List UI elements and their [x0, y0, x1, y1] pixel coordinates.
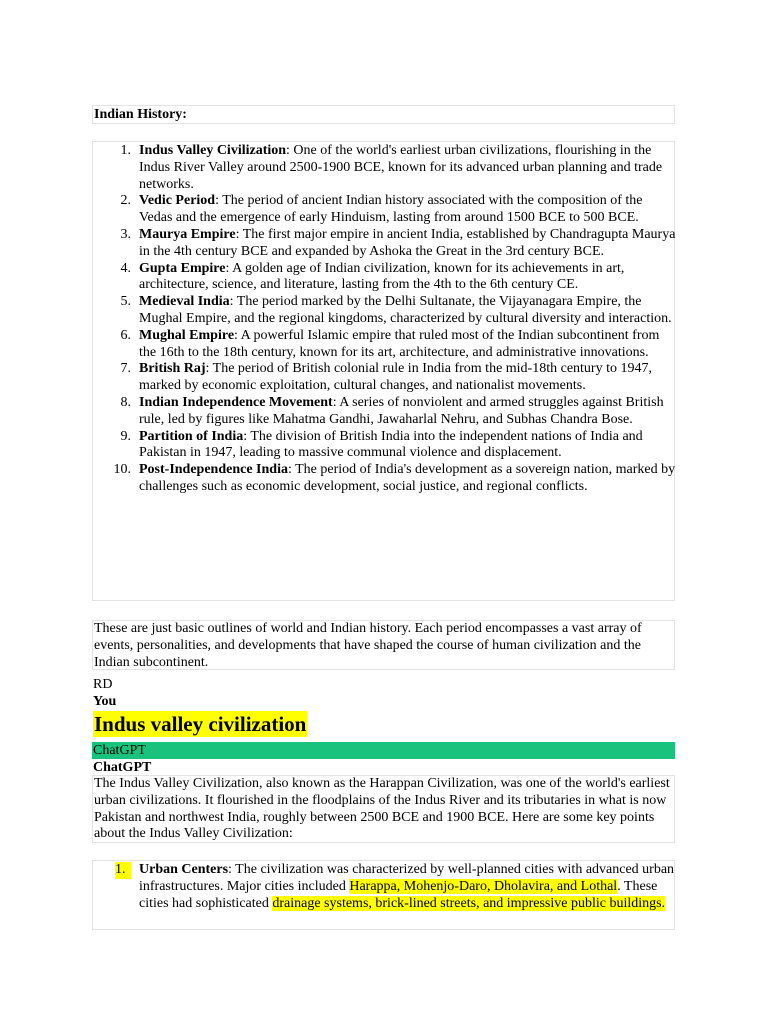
chatgpt-bar: [92, 742, 675, 759]
list-text: : The period of British colonial rule in India from the mid-18th century to 1947, marked by economic exploitation, cultural changes, and nationalist movements.: [139, 361, 652, 394]
list-term: Indus Valley Civilization: [139, 143, 287, 158]
list-text: : A golden age of Indian civilization, known for its achievements in art, architecture, science, and literature, lasting from the 4th to the 6th century CE.: [139, 260, 625, 293]
list-text: : The period marked by the Delhi Sultanate, the Vijayanagara Empire, the Mughal Empire, and the regional kingdoms, characterized by cultural diversity and interaction.: [139, 294, 672, 326]
list-item: [93, 328, 676, 362]
heading-box: [92, 105, 675, 124]
highlighted-text: drainage systems, brick-lined streets, and impressive public buildings.: [272, 895, 666, 911]
list-text: : One of the world's earliest urban civilizations, flourishing in the Indus River Valley around 2500-1900 BCE, known for its advanced urban planning and trade networks.: [139, 143, 663, 192]
list-number: 5.: [120, 294, 131, 310]
ivc-list: [93, 862, 676, 912]
list-number: 1.: [120, 143, 131, 158]
list-number: 4.: [120, 260, 131, 276]
chatgpt-bar-label: ChatGPT: [93, 743, 146, 758]
list-number: 1.: [115, 862, 131, 879]
history-list-box: [92, 141, 675, 601]
list-item: [93, 395, 676, 429]
list-item: [93, 261, 676, 295]
list-text: : The period of India's development as a sovereign nation, marked by challenges such as economic development, social justice, and regional conflicts.: [139, 462, 676, 494]
list-number: 9.: [120, 428, 131, 444]
list-item: [93, 462, 676, 496]
section-heading: Indian History:: [94, 107, 187, 122]
rd-avatar-label: RD: [93, 677, 113, 692]
list-number: 8.: [120, 394, 131, 410]
list-term: Mughal Empire: [139, 327, 235, 343]
list-item: [93, 294, 676, 328]
summary-text: These are just basic outlines of world and Indian history. Each period encompasses a vast array of events, personalities, and developments that have shaped the course of human civilization and the Indian subcontinent.: [94, 621, 642, 670]
list-number: 3.: [120, 226, 131, 242]
list-term: Urban Centers: [139, 862, 229, 877]
list-number: 6.: [120, 327, 131, 343]
you-label: You: [93, 694, 117, 709]
list-number: 10.: [113, 462, 131, 478]
intro-text: The Indus Valley Civilization, also known as the Harappan Civilization, was one of the world's earliest urban civilizations. It flourished in the floodplains of the Indus River and its tributaries in what is now Pakistan and northwest India, roughly between 2500 BCE and 1900 BCE. Here are some key points about the Indus Valley Civilization:: [94, 776, 670, 842]
list-text: : The first major empire in ancient India, established by Chandragupta Maurya in the 4th century BCE and expanded by Ashoka the Great in the 3rd century BCE.: [139, 226, 676, 259]
list-text: : The civilization was characterized by well-planned cities with advanced urban infrastructures. Major cities included: [139, 862, 675, 894]
user-prompt-title: Indus valley civilization: [94, 712, 307, 736]
list-text: . These cities had sophisticated: [139, 878, 658, 911]
list-text: : A powerful Islamic empire that ruled most of the Indian subcontinent from the 16th to the 18th century, known for its art, architecture, and administrative innovations.: [139, 327, 660, 360]
list-term: British Raj: [139, 361, 206, 377]
list-term: Vedic Period: [139, 193, 216, 209]
list-term: Post-Independence India: [139, 462, 288, 478]
intro-box: [92, 775, 675, 843]
list-term: Medieval India: [139, 294, 230, 310]
highlighted-text: Harappa, Mohenjo-Daro, Dholavira, and Lothal: [349, 878, 618, 894]
history-list: [93, 143, 676, 496]
list-item: [93, 862, 676, 912]
list-term: Gupta Empire: [139, 260, 226, 276]
list-item: [93, 143, 676, 193]
list-term: Maurya Empire: [139, 226, 236, 242]
list-text: : The division of British India into the independent nations of India and Pakistan in 1947, leading to massive communal violence and displacement.: [139, 428, 643, 461]
chatgpt-label: ChatGPT: [93, 760, 152, 775]
list-number: 7.: [120, 361, 131, 377]
list-number: 2.: [120, 193, 131, 209]
list-term: Indian Independence Movement: [139, 394, 333, 410]
list-text: : The period of ancient Indian history associated with the composition of the Vedas and the emergence of early Hinduism, lasting from around 1500 BCE to 500 BCE.: [139, 193, 643, 226]
list-item: [93, 193, 676, 227]
list-text: : A series of nonviolent and armed struggles against British rule, led by figures like Mahatma Gandhi, Jawaharlal Nehru, and Subhas Chandra Bose.: [139, 394, 664, 427]
list-item: [93, 429, 676, 463]
list-item: [93, 227, 676, 261]
list-item: [93, 361, 676, 395]
list-term: Partition of India: [139, 428, 244, 444]
urban-centers-box: [92, 860, 675, 930]
summary-box: [92, 620, 675, 670]
